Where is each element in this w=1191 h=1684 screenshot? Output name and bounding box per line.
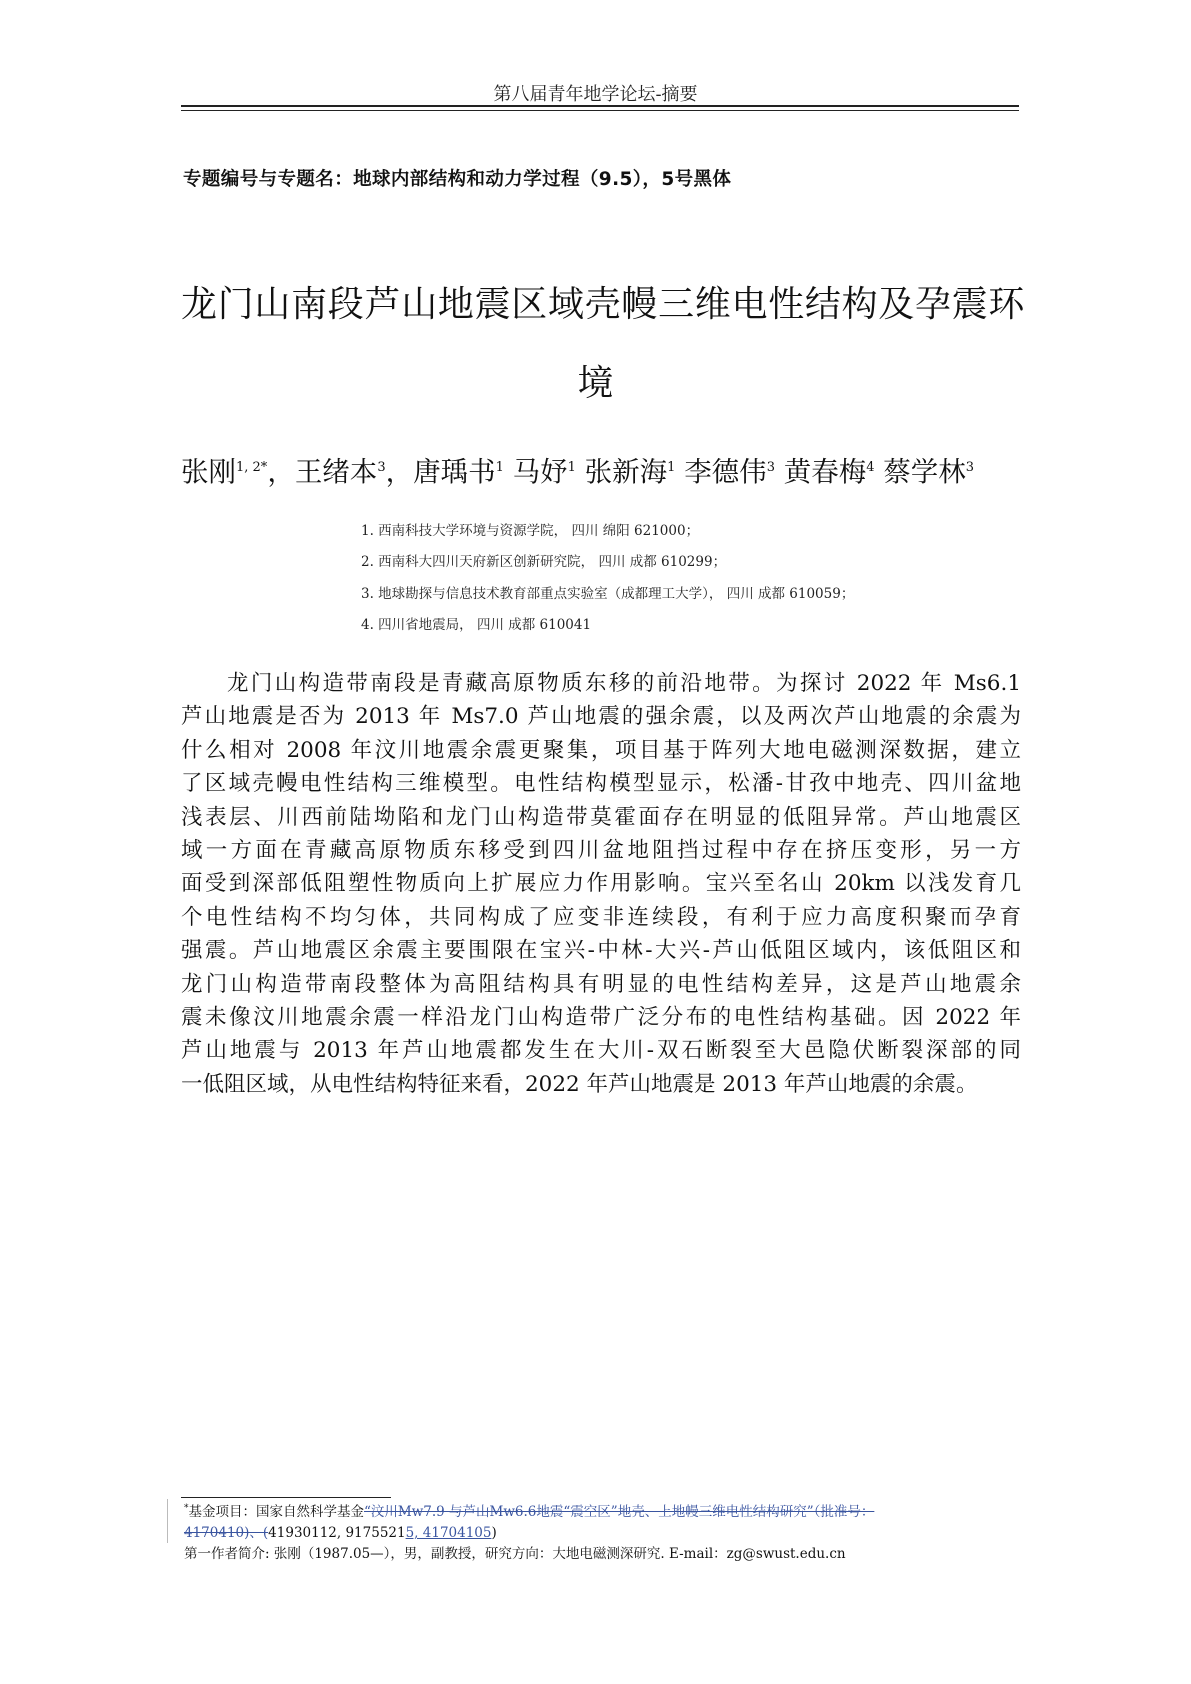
author-affil-sup: 4 bbox=[866, 459, 875, 475]
footnote-marker: * bbox=[184, 1503, 189, 1514]
affiliation-4: 4. 四川省地震局， 四川 成都 610041 bbox=[361, 617, 592, 633]
author-affil-sup: 1 bbox=[567, 459, 576, 475]
revision-bar bbox=[167, 1499, 168, 1543]
footnote-funding bbox=[184, 1500, 874, 1520]
author-name: 王绪本 bbox=[294, 456, 378, 488]
abstract-line: 一低阻区域，从电性结构特征来看，2022 年芦山地震是 2013 年芦山地震的余震。 bbox=[181, 1071, 978, 1097]
funding-deleted-text: “汶川Mw7.9 与芦山Mw6.6地震“震空区”地壳、上地幔三维电性结构研究”（批准号： bbox=[364, 1504, 875, 1520]
funding-inserted-text: 5, 41704105 bbox=[405, 1525, 492, 1541]
topic-line: 专题编号与专题名：地球内部结构和动力学过程（9.5），5号黑体 bbox=[183, 169, 732, 190]
author-sep: ， bbox=[385, 456, 414, 488]
affiliation-1: 1. 西南科技大学环境与资源学院， 四川 绵阳 621000； bbox=[361, 523, 700, 539]
footnote-funding-cont bbox=[184, 1521, 497, 1541]
author-affil-sup: 1, 2* bbox=[236, 459, 268, 475]
author-affil-sup: 1 bbox=[495, 459, 504, 475]
author-affil-sup: 1 bbox=[667, 459, 676, 475]
abstract-line: 龙门山构造带南段整体为高阻结构具有明显的电性结构差异，这是芦山地震余 bbox=[181, 971, 1021, 997]
affiliation-3: 3. 地球勘探与信息技术教育部重点实验室（成都理工大学）， 四川 成都 610059； bbox=[361, 586, 855, 602]
author-name: 张刚 bbox=[181, 456, 236, 488]
abstract-line: 芦山地震与 2013 年芦山地震都发生在大川-双石断裂至大邑隐伏断裂深部的同 bbox=[181, 1038, 1021, 1064]
paper-title-line-1: 龙门山南段芦山地震区域壳幔三维电性结构及孕震环 bbox=[181, 284, 1026, 325]
abstract-line: 浅表层、川西前陆坳陷和龙门山构造带莫霍面存在明显的低阻异常。芦山地震区 bbox=[181, 804, 1021, 830]
footnote-author-bio: 第一作者简介: 张刚（1987.05—），男，副教授，研究方向：大地电磁测深研究. E-mail：zg@swust.edu.cn bbox=[184, 1546, 846, 1562]
abstract-line: 了区域壳幔电性结构三维模型。电性结构模型显示，松潘-甘孜中地壳、四川盆地 bbox=[181, 771, 1021, 797]
funding-prefix: 基金项目：国家自然科学基金 bbox=[188, 1504, 364, 1520]
author-affil-sup: 3 bbox=[766, 459, 775, 475]
running-header: 第八届青年地学论坛-摘要 bbox=[493, 84, 698, 105]
affiliation-2: 2. 西南科大四川天府新区创新研究院， 四川 成都 610299； bbox=[361, 554, 727, 570]
abstract-line: 强震。芦山地震区余震主要围限在宝兴-中林-大兴-芦山低阻区域内，该低阻区和 bbox=[181, 938, 1021, 964]
paper-title-line-2: 境 bbox=[577, 363, 614, 404]
author-sep bbox=[775, 456, 784, 488]
author-name: 唐瑀书 bbox=[413, 456, 496, 488]
abstract-line: 龙门山构造带南段是青藏高原物质东移的前沿地带。为探讨 2022 年 Ms6.1 bbox=[227, 671, 1021, 696]
abstract-line: 芦山地震是否为 2013 年 Ms7.0 芦山地震的强余震，以及两次芦山地震的余震为 bbox=[181, 704, 1021, 730]
abstract-line: 什么相对 2008 年汶川地震余震更聚集，项目基于阵列大地电磁测深数据，建立 bbox=[181, 737, 1021, 763]
author-sep: ， bbox=[267, 456, 295, 488]
funding-close: ) bbox=[491, 1525, 497, 1541]
author-affil-sup: 3 bbox=[965, 459, 975, 475]
author-name: 张新海 bbox=[584, 456, 668, 488]
author-name: 李德伟 bbox=[684, 456, 767, 488]
author-name: 蔡学林 bbox=[883, 456, 966, 488]
author-name: 马妤 bbox=[512, 456, 568, 488]
abstract-line: 面受到深部低阻塑性物质向上扩展应力作用影响。宝兴至名山 20km 以浅发育几 bbox=[181, 871, 1021, 897]
author-sep bbox=[675, 456, 684, 488]
author-name: 黄春梅 bbox=[783, 456, 867, 488]
abstract-line: 震未像汶川地震余震一样沿龙门山构造带广泛分布的电性结构基础。因 2022 年 bbox=[181, 1004, 1021, 1030]
abstract-line: 个电性结构不均匀体，共同构成了应变非连续段，有利于应力高度积聚而孕育 bbox=[181, 904, 1021, 930]
funding-numbers: 41930112, 9175521 bbox=[268, 1525, 406, 1541]
footnote-rule bbox=[181, 1497, 391, 1498]
header-rule-thin bbox=[181, 110, 1019, 111]
abstract-line: 域一方面在青藏高原物质东移受到四川盆地阻挡过程中存在挤压变形，另一方 bbox=[181, 837, 1021, 863]
author-list bbox=[181, 449, 974, 489]
funding-deleted-text-2: 4170410)、( bbox=[184, 1525, 269, 1541]
header-rule-thick bbox=[181, 105, 1019, 107]
abstract-body bbox=[181, 667, 1021, 1101]
author-affil-sup: 3 bbox=[377, 459, 386, 475]
author-sep bbox=[875, 456, 884, 488]
author-sep bbox=[504, 456, 513, 488]
author-sep bbox=[576, 456, 585, 488]
